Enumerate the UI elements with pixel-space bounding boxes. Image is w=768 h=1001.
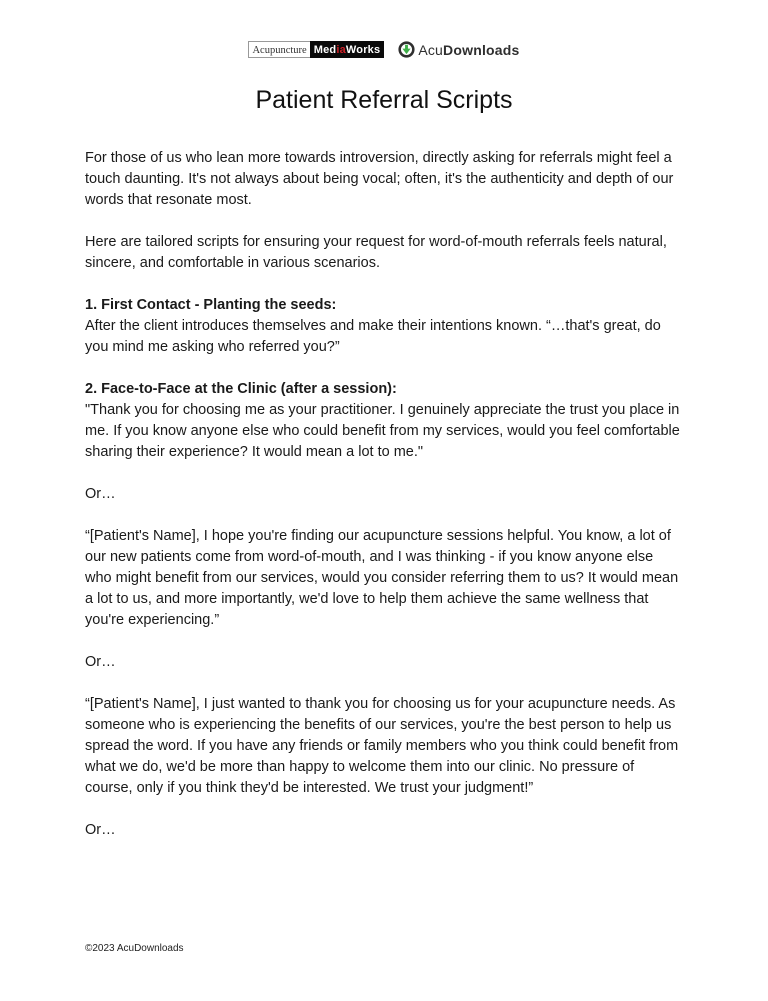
acupuncture-logo-text: Acupuncture (248, 41, 309, 58)
section-body: "Thank you for choosing me as your practitioner. I genuinely appreciate the trust you place in me. If you know anyone else who could benefit from my services, would you feel comfortable sharing their experience? It would mean a lot to me." (85, 402, 680, 460)
section-body: After the client introduces themselves and make their intentions known. “…that's great, do you mind me asking who referred you?” (85, 318, 661, 355)
section-first-contact (85, 295, 683, 358)
document-body (85, 148, 683, 841)
copyright-notice: ©2023 AcuDownloads (85, 943, 184, 954)
or-separator: Or… (85, 486, 116, 502)
acupuncture-mediaworks-logo (248, 41, 384, 58)
mediaworks-logo-text (310, 41, 385, 58)
section-heading: 1. First Contact - Planting the seeds: (85, 297, 337, 313)
or-separator: Or… (85, 822, 116, 838)
intro-paragraph-2: Here are tailored scripts for ensuring your request for word-of-mouth referrals feels natural, sincere, and comfortable in various scenarios. (85, 234, 667, 271)
or-separator: Or… (85, 654, 116, 670)
mediaworks-ia: ia (336, 44, 346, 56)
mediaworks-med: Med (313, 44, 337, 56)
section-heading: 2. Face-to-Face at the Clinic (after a session): (85, 381, 397, 397)
header-logos (0, 0, 768, 58)
acudownloads-download-icon (398, 41, 415, 58)
mediaworks-works: Works (345, 44, 381, 56)
alternative-script-2: “[Patient's Name], I just wanted to thank you for choosing us for your acupuncture needs. As someone who is experiencing the benefits of our services, you're the best person to help us spread the word. If you have any friends or family members who you think could benefit from what we do, we'd be more than happy to welcome them into our clinic. No pressure of course, only if you think they'd be interested. We trust your judgment!” (85, 696, 679, 796)
intro-paragraph-1: For those of us who lean more towards introversion, directly asking for referrals might feel a touch daunting. It's not always about being vocal; often, it's the authenticity and depth of our words that resonate most. (85, 150, 674, 208)
page-title: Patient Referral Scripts (255, 86, 513, 114)
acudownloads-downloads: Downloads (443, 41, 520, 58)
acudownloads-logo (398, 41, 519, 58)
acudownloads-logo-text (418, 42, 519, 58)
acudownloads-acu: Acu (418, 41, 444, 58)
section-face-to-face (85, 379, 683, 463)
alternative-script-1: “[Patient's Name], I hope you're finding our acupuncture sessions helpful. You know, a lot of our new patients come from word-of-mouth, and I was thinking - if you know anyone else who might benefit from our services, would you consider referring them to us? It would mean a lot to us, and more importantly, we'd love to help them achieve the same wellness that you're experiencing.” (85, 528, 679, 628)
